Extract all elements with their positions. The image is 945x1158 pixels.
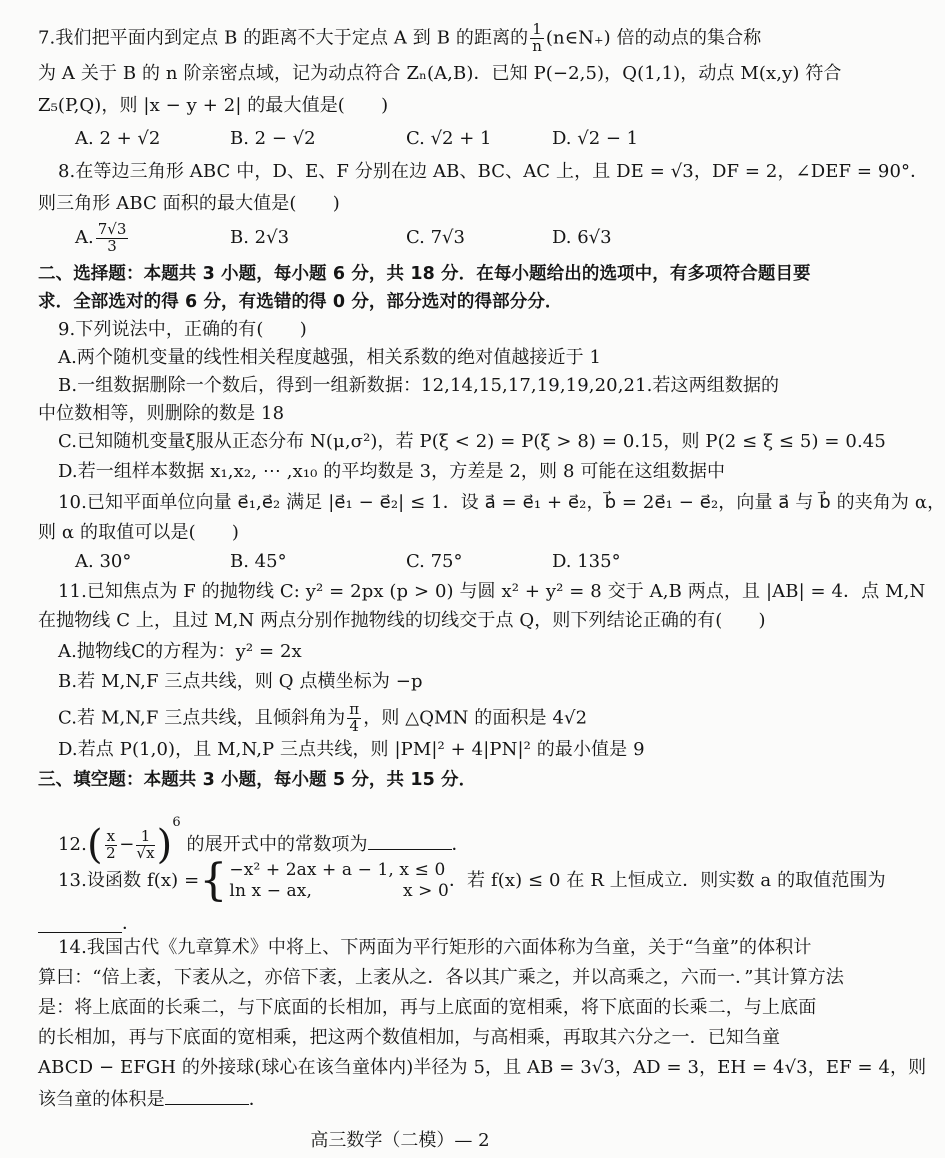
q14-end: ． <box>248 1089 267 1110</box>
q11-option-a: A.抛物线C的方程为：y² = 2x <box>58 641 302 662</box>
fraction-denominator: 4 <box>349 716 360 735</box>
q7-line3: Z₅(P,Q)，则 |x − y + 2| 的最大值是( ) <box>38 95 389 116</box>
fraction-denominator: 3 <box>107 236 117 255</box>
q11-option-b: B.若 M,N,F 三点共线，则 Q 点横坐标为 −p <box>58 671 423 692</box>
section-2-header-line1: 二、选择题：本题共 3 小题，每小题 6 分，共 18 分．在每小题给出的选项中，有多项符合题目要 <box>38 264 811 284</box>
q11-line2: 在抛物线 C 上，且过 M,N 两点分别作抛物线的切线交于点 Q，则下列结论正确的有( ) <box>38 610 766 631</box>
q14-line6 <box>38 1086 764 1112</box>
fraction <box>530 22 544 55</box>
q8-option-d: D. 6√3 <box>552 227 612 248</box>
section-2-header-line2: 求．全部选对的得 6 分，有选错的得 0 分，部分选对的得部分分． <box>38 292 563 312</box>
q7-option-a: A. 2 + √2 <box>75 128 161 149</box>
open-paren: ( <box>86 822 103 868</box>
q9-option-c: C.已知随机变量ξ服从正态分布 N(μ,σ²)，若 P(ξ < 2) = P(ξ > 8) = 0.15，则 P(2 ≤ ξ ≤ 5) = 0.45 <box>58 431 886 452</box>
q7-line1 <box>38 22 764 55</box>
fraction-denominator: 2 <box>106 843 116 862</box>
fraction-numerator: 1 <box>532 20 542 38</box>
section-3-header: 三、填空题：本题共 3 小题，每小题 5 分，共 15 分． <box>38 770 477 790</box>
q9-option-b-line1: B.一组数据删除一个数后，得到一组新数据：12,14,15,17,19,19,20,21.若这两组数据的 <box>58 375 780 396</box>
q7-text: (n∈N₊) 倍的动点的集合称 <box>545 27 762 49</box>
q13-text: 13.设函数 f(x) = <box>58 870 200 891</box>
q11-c-text: C.若 M,N,F 三点共线，且倾斜角为 <box>58 707 346 729</box>
q12-text: 的展开式中的常数项为 <box>180 834 368 855</box>
q8-line1: 8.在等边三角形 ABC 中，D、E、F 分别在边 AB、BC、AC 上，且 DE = √3，DF = 2，∠DEF = 90°． <box>58 161 929 182</box>
q13-end: ． <box>122 913 140 934</box>
fraction-numerator: 7√3 <box>97 219 127 238</box>
q11-c-text: ，则 △QMN 的面积是 4√2 <box>363 707 588 729</box>
q14-line1: 14.我国古代《九章算术》中将上、下两面为平行矩形的六面体称为刍童，关于“刍童”的体积计 <box>58 937 812 958</box>
q13-line <box>58 855 886 906</box>
q14-line4: 的长相加，再与下底面的宽相乘，把这两个数值相加，与高相乘，再取其六分之一．已知刍童 <box>38 1027 781 1048</box>
q7-option-b: B. 2 − √2 <box>230 128 316 149</box>
q8-line2: 则三角形 ABC 面积的最大值是( ) <box>38 193 340 214</box>
fraction-numerator: 1 <box>136 829 154 846</box>
option-letter: A. <box>75 227 94 248</box>
q12-end: ． <box>451 834 470 855</box>
fraction <box>96 219 129 255</box>
fraction-denominator: n <box>532 36 542 55</box>
fraction <box>347 702 361 735</box>
case-1: −x² + 2ax + a − 1, x ≤ 0 <box>229 860 446 880</box>
q10-option-c: C. 75° <box>406 551 463 572</box>
q9-stem: 9.下列说法中，正确的有( ) <box>58 319 307 340</box>
answer-blank <box>368 831 452 850</box>
fraction <box>136 826 155 862</box>
q10-option-b: B. 45° <box>230 551 287 572</box>
brace: { <box>199 855 228 906</box>
q8-option-b: B. 2√3 <box>230 227 290 248</box>
q8-option-a <box>75 220 130 256</box>
fraction <box>105 826 118 862</box>
q10-option-a: A. 30° <box>75 551 132 572</box>
page-footer: 高三数学（二模）— 2 <box>310 1130 490 1151</box>
q9-option-a: A.两个随机变量的线性相关程度越强，相关系数的绝对值越接近于 1 <box>58 347 602 368</box>
q7-option-c: C. √2 + 1 <box>406 128 492 149</box>
q14-line3: 是：将上底面的长乘二，与下底面的长相加，再与上底面的宽相乘，将下底面的长乘二，与上底面 <box>38 997 817 1018</box>
q10-line1: 10.已知平面单位向量 e⃗₁,e⃗₂ 满足 |e⃗₁ − e⃗₂| ≤ 1．设 a⃗ = e⃗₁ + e⃗₂，b⃗ = 2e⃗₁ − e⃗₂，向量 a⃗ 与 b⃗ 的夹角为 α， <box>58 492 945 513</box>
close-paren: ) <box>156 822 173 868</box>
answer-blank <box>165 1086 249 1105</box>
fraction-denominator: √x <box>136 843 155 862</box>
answer-blank <box>38 932 122 933</box>
q9-option-b-line2: 中位数相等，则删除的数是 18 <box>38 403 285 424</box>
q8-option-c: C. 7√3 <box>406 227 465 248</box>
q11-line1: 11.已知焦点为 F 的抛物线 C: y² = 2px (p > 0) 与圆 x² + y² = 8 交于 A,B 两点，且 |AB| = 4．点 M,N <box>58 581 926 602</box>
exponent: 6 <box>172 815 181 830</box>
q9-option-d: D.若一组样本数据 x₁,x₂, ⋯ ,x₁₀ 的平均数是 3，方差是 2，则 8 可能在这组数据中 <box>58 461 726 482</box>
q7-text: 7.我们把平面内到定点 B 的距离不大于定点 A 到 B 的距离的 <box>38 27 529 49</box>
q12-number: 12. <box>58 834 87 855</box>
minus-sign: − <box>119 834 135 855</box>
piecewise-cases <box>229 860 449 902</box>
q13-text: ．若 f(x) ≤ 0 在 R 上恒成立．则实数 a 的取值范围为 <box>448 870 886 891</box>
q10-option-d: D. 135° <box>552 551 621 572</box>
q11-option-d: D.若点 P(1,0)，且 M,N,P 三点共线，则 |PM|² + 4|PN|² 的最小值是 9 <box>58 739 645 760</box>
q14-line2: 算曰：“倍上袤，下袤从之，亦倍下袤，上袤从之．各以其广乘之，并以高乘之，六而一．”其计算方法 <box>38 967 844 988</box>
fraction-numerator: x <box>106 826 116 845</box>
q7-line2: 为 A 关于 B 的 n 阶亲密点域，记为动点符合 Zₙ(A,B)．已知 P(−2,5)，Q(1,1)，动点 M(x,y) 符合 <box>38 63 842 84</box>
q10-line2: 则 α 的取值可以是( ) <box>38 522 240 543</box>
fraction-numerator: π <box>349 700 360 718</box>
case-2: ln x − ax, x > 0 <box>229 881 449 901</box>
q7-option-d: D. √2 − 1 <box>552 128 639 149</box>
q11-option-c <box>58 702 784 735</box>
q14-line5: ABCD − EFGH 的外接球(球心在该刍童体内)半径为 5，且 AB = 3√3，AD = 3，EH = 4√3，EF = 4，则 <box>38 1057 927 1078</box>
q14-text: 该刍童的体积是 <box>38 1089 165 1110</box>
